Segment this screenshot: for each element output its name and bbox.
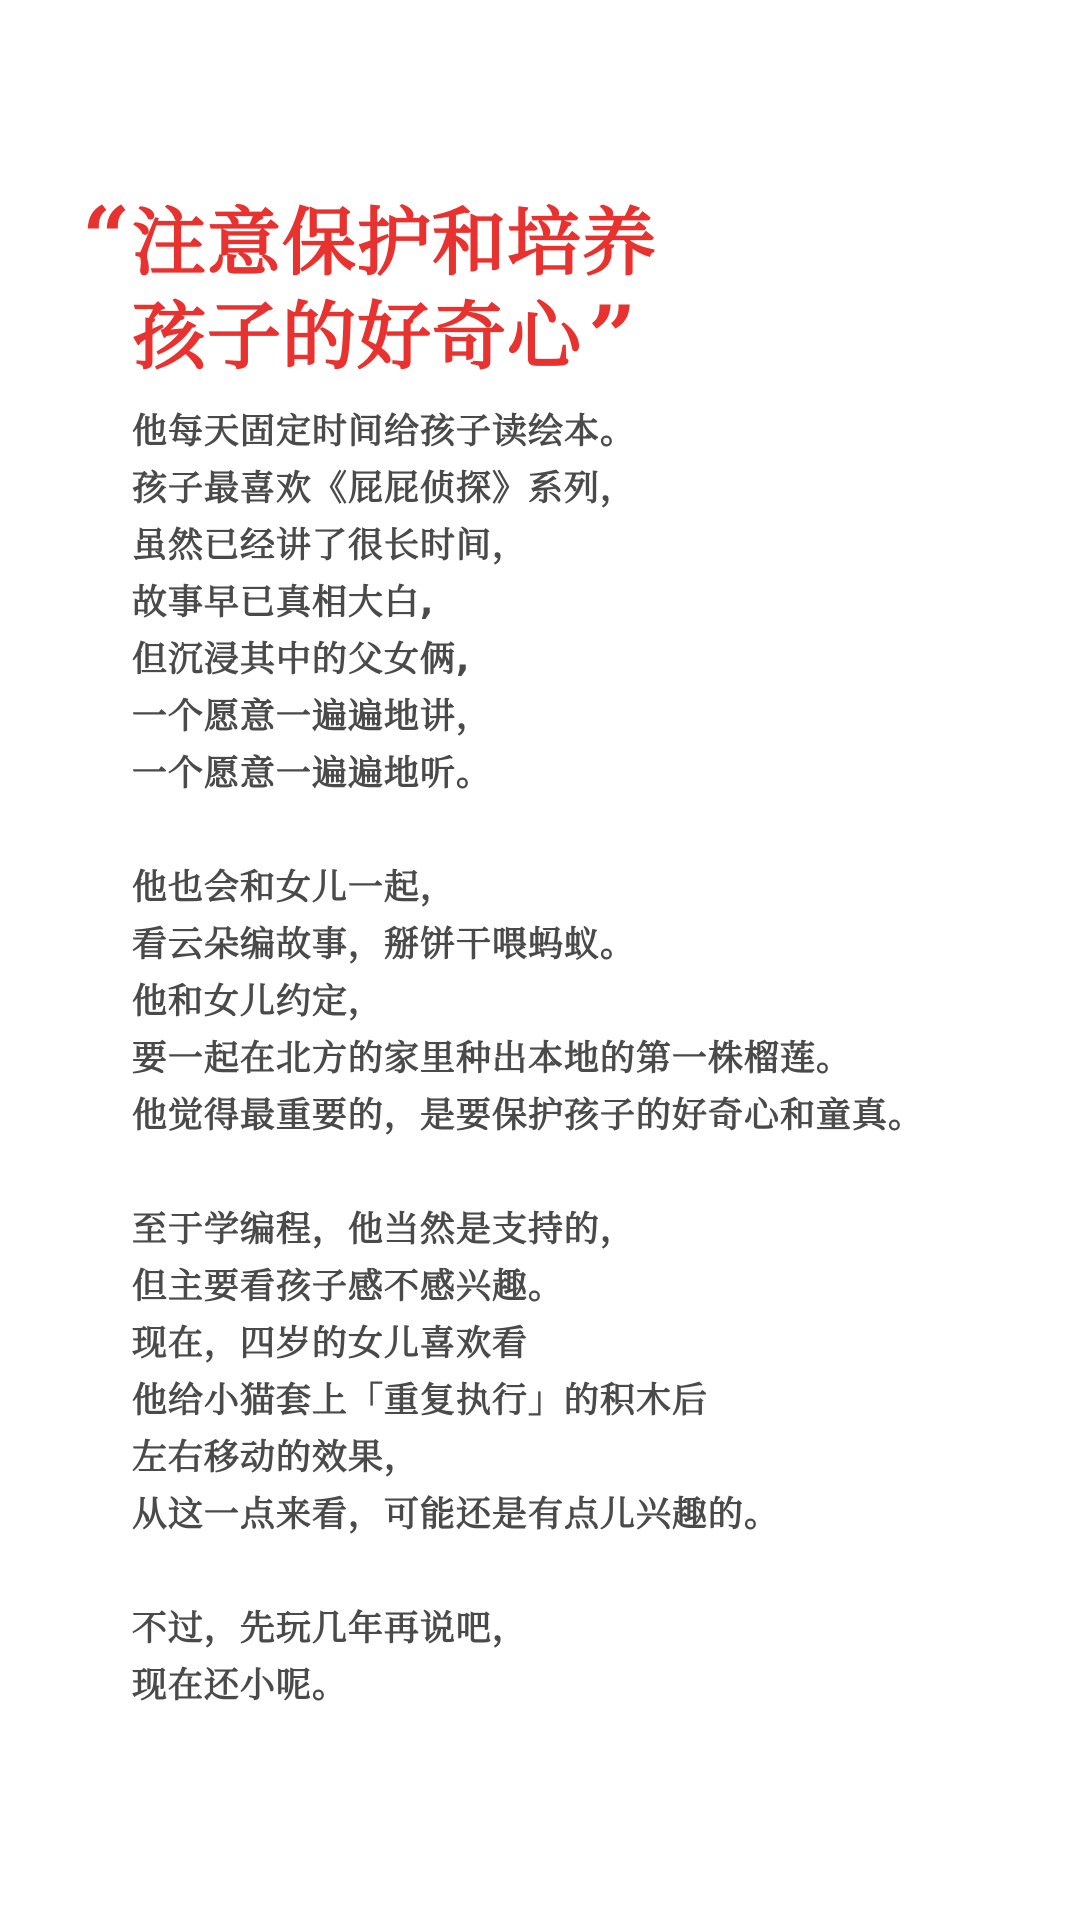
text-line: 现在，四岁的女儿喜欢看: [132, 1324, 529, 1364]
text-line: 他每天固定时间给孩子读绘本。: [132, 412, 637, 452]
text-line: 他也会和女儿一起，: [132, 868, 457, 908]
paragraph: [132, 1202, 1032, 1544]
text-line: 他给小猫套上「重复执行」的积木后: [132, 1381, 709, 1421]
article-body: [132, 404, 1032, 1772]
text-line: 他觉得最重要的，是要保护孩子的好奇心和童真。: [132, 1096, 925, 1136]
text-line: 孩子最喜欢《屁屁侦探》系列，: [132, 469, 637, 509]
title-line: 孩子的好奇心: [132, 294, 582, 380]
paragraph: [132, 404, 1032, 803]
text-line: 一个愿意一遍遍地听。: [132, 754, 493, 794]
text-line: 他和女儿约定，: [132, 982, 385, 1022]
title-line: 注意保护和培养: [132, 200, 657, 286]
text-line: 从这一点来看，可能还是有点儿兴趣的。: [132, 1495, 781, 1535]
text-line: 看云朵编故事，掰饼干喂蚂蚁。: [132, 925, 637, 965]
text-line: 故事早已真相大白,: [132, 583, 435, 623]
page-title: [132, 196, 657, 384]
text-line: 左右移动的效果，: [132, 1438, 421, 1478]
paragraph: [132, 860, 1032, 1145]
text-line: 但主要看孩子感不感兴趣。: [132, 1267, 565, 1307]
text-line: 一个愿意一遍遍地讲，: [132, 697, 493, 737]
text-line: 但沉浸其中的父女俩,: [132, 640, 471, 680]
text-line: 不过，先玩几年再说吧，: [132, 1609, 529, 1649]
text-line: 现在还小呢。: [132, 1666, 349, 1706]
open-quote-icon: “: [82, 188, 131, 287]
text-line: 至于学编程，他当然是支持的，: [132, 1210, 637, 1250]
close-quote-icon: ”: [588, 287, 637, 386]
text-line: 要一起在北方的家里种出本地的第一株榴莲。: [132, 1039, 853, 1079]
paragraph: [132, 1601, 1032, 1715]
text-line: 虽然已经讲了很长时间，: [132, 526, 529, 566]
